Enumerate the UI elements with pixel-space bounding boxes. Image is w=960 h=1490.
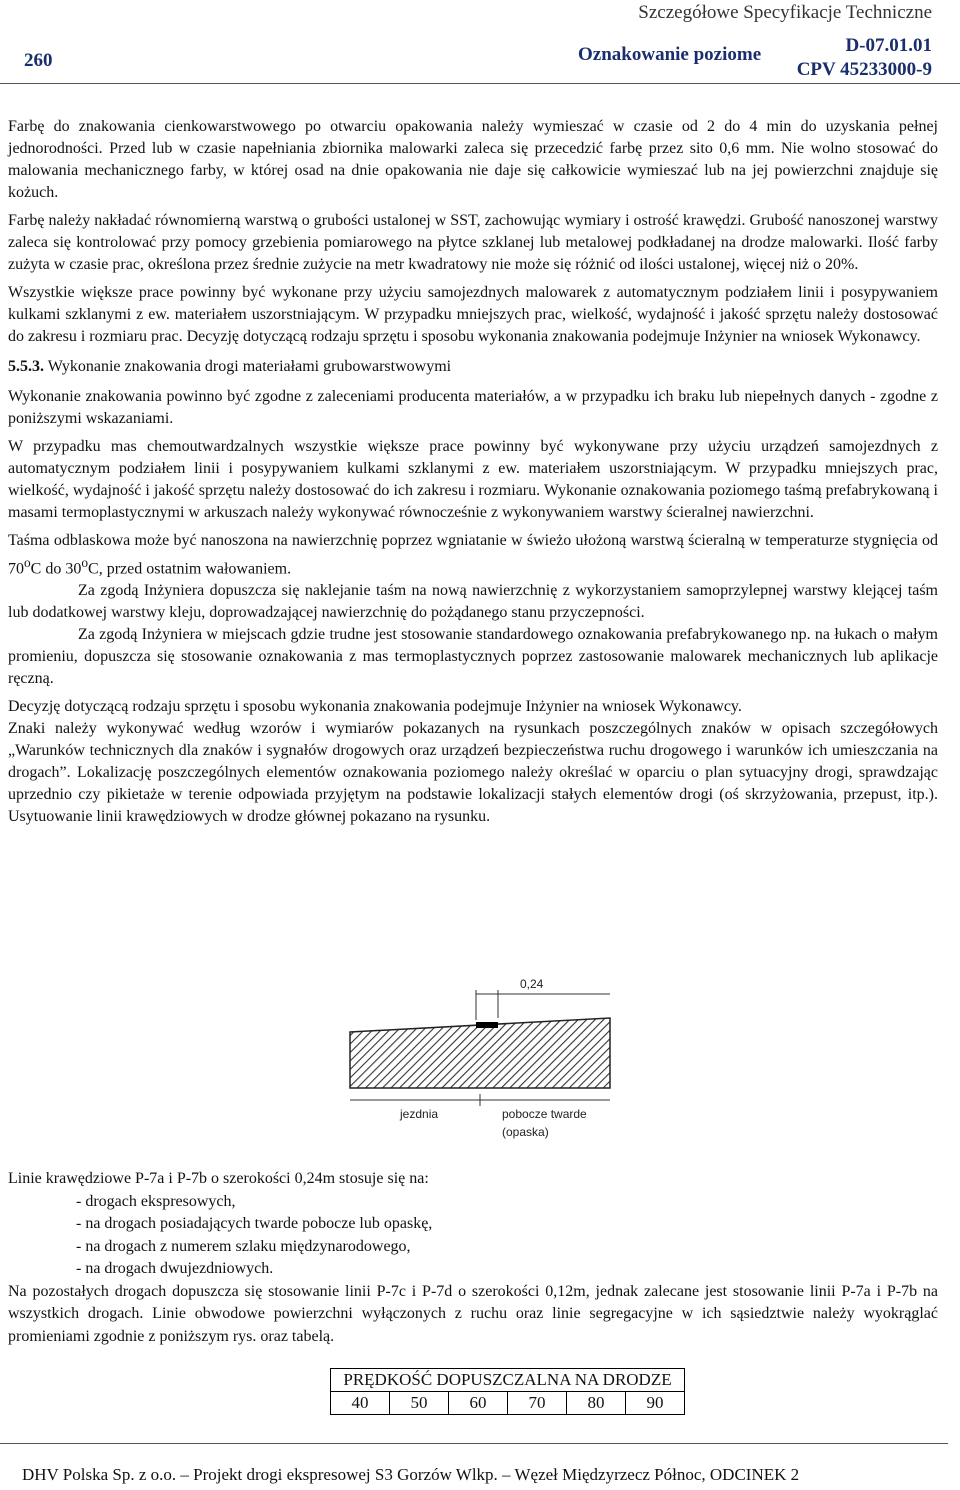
road-label: jezdnia (400, 1107, 439, 1121)
cpv-code: CPV 45233000-9 (796, 59, 932, 80)
paragraph (8, 530, 938, 580)
page-footer: DHV Polska Sp. z o.o. – Projekt drogi ekspresowej S3 Gorzów Wlkp. – Węzeł Międzyrzecz Północ, ODCINEK 2 (22, 1465, 800, 1484)
paragraph: Farbę należy nakładać równomierną warstwą o grubości ustalonej w SST, zachowując wymiary i ostrość krawędzi. Grubość nanoszonej warstwy zaleca się kontrolować przy pomocy grzebienia pomiarowego na płytce szklanej lub metalowej podkładanej na drodze malowarki. Ilość farby zużyta w czasie prac, określona przez średnie zużycie na metr kwadratowy nie może się różnić od ilości ustalonej, więcej niż o 20%. (8, 212, 938, 273)
list-item: - na drogach z numerem szlaku międzynarodowego, (76, 1237, 411, 1255)
degree-mark: o (81, 555, 89, 570)
speed-value: 70 (508, 1392, 567, 1415)
paragraph-part: C do 30 (30, 560, 82, 578)
list-item: - na drogach dwujezdniowych. (76, 1260, 274, 1277)
paragraph: Za zgodą Inżyniera w miejscach gdzie trudne jest stosowanie standardowego oznakowania prefabrykowanego np. na łukach o małym promieniu, dopuszcza się stosowanie oznakowania z mas termoplastycznych poprzez zastosowanie malowarek mechanicznych lub aplikacje ręczną. (8, 626, 938, 688)
footer-divider (0, 1443, 948, 1444)
subsection-number: 5.5.3. (8, 358, 44, 375)
subsection-heading (8, 356, 938, 378)
speed-table-header: PRĘDKOŚĆ DOPUSZCZALNA NA DRODZE (331, 1369, 685, 1392)
road-cross-section-drawing (330, 970, 630, 1140)
section-title: Oznakowanie poziome (578, 44, 762, 65)
spec-title: Szczegółowe Specyfikacje Techniczne (638, 2, 932, 23)
paragraph: Wszystkie większe prace powinny być wykonane przy użyciu samojezdnych malowarek z automatycznym podziałem linii i posypywaniem kulkami szklanymi z ew. materiałem uszorstniającym. W przypadku mniejszych prac, wielkość, wydajność i jakość sprzętu należy dostosować do zakresu i rozmiaru prac. Decyzję dotyczącą rodzaju sprzętu i sposobu wykonania znakowania podejmuje Inżynier na wniosek Wykonawcy. (8, 284, 938, 345)
speed-value: 80 (567, 1392, 626, 1415)
shoulder-label: pobocze twarde (502, 1107, 587, 1121)
paragraph: Znaki należy wykonywać według wzorów i wymiarów pokazanych na rysunkach poszczególnych znaków w opisach szczegółowych „Warunków technicznych dla znaków i sygnałów drogowych oraz urządzeń bezpieczeństwa ruchu drogowego i warunków ich umieszczania na drogach”. Lokalizację poszczególnych elementów oznakowania poziomego należy określać w oparciu o plan sytuacyjny drogi, sprawdzając uprzednio czy pikietaże w terenie odpowiada przyjętym na podstawie lokalizacji stałych elementów drogi (oś skrzyżowania, przepust, itp.). Usytuowanie linii krawędziowych w drodze głównej pokazano na rysunku. (8, 720, 938, 826)
edge-line-mark (476, 1022, 498, 1028)
doc-codes (797, 34, 932, 82)
paragraph: Wykonanie znakowania powinno być zgodne z zaleceniami producenta materiałów, a w przypadku ich braku lub niepełnych danych - zgodne z poniższymi wskazaniami. (8, 388, 938, 427)
edge-line-figure (330, 970, 630, 1140)
usage-list (8, 1191, 938, 1281)
dimension-label: 0,24 (520, 977, 544, 991)
paragraph: Decyzję dotyczącą rodzaju sprzętu i sposobu wykonania znakowania podejmuje Inżynier na wniosek Wykonawcy. (8, 698, 742, 716)
edge-line-usage (8, 1168, 938, 1348)
speed-value: 50 (390, 1392, 449, 1415)
road-body (350, 1018, 610, 1088)
speed-value: 40 (331, 1392, 390, 1415)
paragraph-part: C, przed ostatnim wałowaniem. (88, 560, 292, 578)
list-item: - na drogach posiadających twarde pobocze lub opaskę, (76, 1215, 433, 1232)
paragraph: Farbę do znakowania cienkowarstwowego po otwarciu opakowania należy wymieszać w czasie od 2 do 4 min do uzyskania pełnej jednorodności. Przed lub w czasie napełniania zbiornika malowarki zaleca się przecedzić farbę przez sito 0,6 mm. Nie wolno stosować do malowania mechanicznego farby, w której osad na dnie opakowania nie daje się całkowicie wymieszać lub na jej powierzchni znajduje się kożuch. (8, 118, 938, 201)
paragraph-part: Taśma odblaskowa może być nanoszona na nawierzchnię poprzez wgniatanie w świeżo ułożoną warstwą ścieralną w temperaturze stygnięcia od 70 (8, 532, 938, 578)
paragraph: W przypadku mas chemoutwardzalnych wszystkie większe prace powinny być wykonywane przy użyciu urządzeń samojezdnych z automatycznym podziałem linii i posypywaniem kulkami szklanymi z ew. materiałem uszorstniającym. W przypadku mniejszych prac, wielkość, wydajność i jakość sprzętu należy dostosować do ich zakresu i rozmiaru. Wykonanie oznakowania poziomego taśmą prefabrykowaną i masami termoplastycznymi w arkuszach należy wykonywać równocześnie z wykonywaniem warstwy ścieralnej nawierzchni. (8, 438, 938, 521)
page-header (0, 0, 960, 78)
paragraph: Na pozostałych drogach dopuszcza się stosowanie linii P-7c i P-7d o szerokości 0,12m, jednak zalecane jest stosowanie linii P-7a i P-7b na wszystkich drogach. Linie obwodowe powierzchni wyłączonych z ruchu oraz linie segregacyjne w ich sąsiedztwie należy wyokrąglać promieniami zgodnie z poniższym rys. oraz tabelą. (8, 1282, 938, 1345)
shoulder-alt-label: (opaska) (502, 1125, 549, 1139)
list-intro: Linie krawędziowe P-7a i P-7b o szerokości 0,24m stosuje się na: (8, 1170, 429, 1187)
speed-value: 90 (626, 1392, 685, 1415)
paragraph: Za zgodą Inżyniera dopuszcza się naklejanie taśm na nową nawierzchnię z wykorzystaniem samoprzylepnej warstwy klejącej taśm lub dodatkowej warstwy kleju, doprowadzającej nawierzchnię do pożądanego stanu przyczepności. (8, 582, 938, 622)
page-number: 260 (24, 50, 53, 71)
header-divider (0, 83, 960, 84)
degree-mark: o (24, 555, 31, 570)
speed-value: 60 (449, 1392, 508, 1415)
subsection-title: Wykonanie znakowania drogi materiałami grubowarstwowymi (47, 358, 452, 375)
speed-table (330, 1368, 685, 1415)
body-text (8, 116, 938, 828)
doc-code: D-07.01.01 (845, 35, 932, 56)
list-item: - drogach ekspresowych, (76, 1192, 236, 1210)
